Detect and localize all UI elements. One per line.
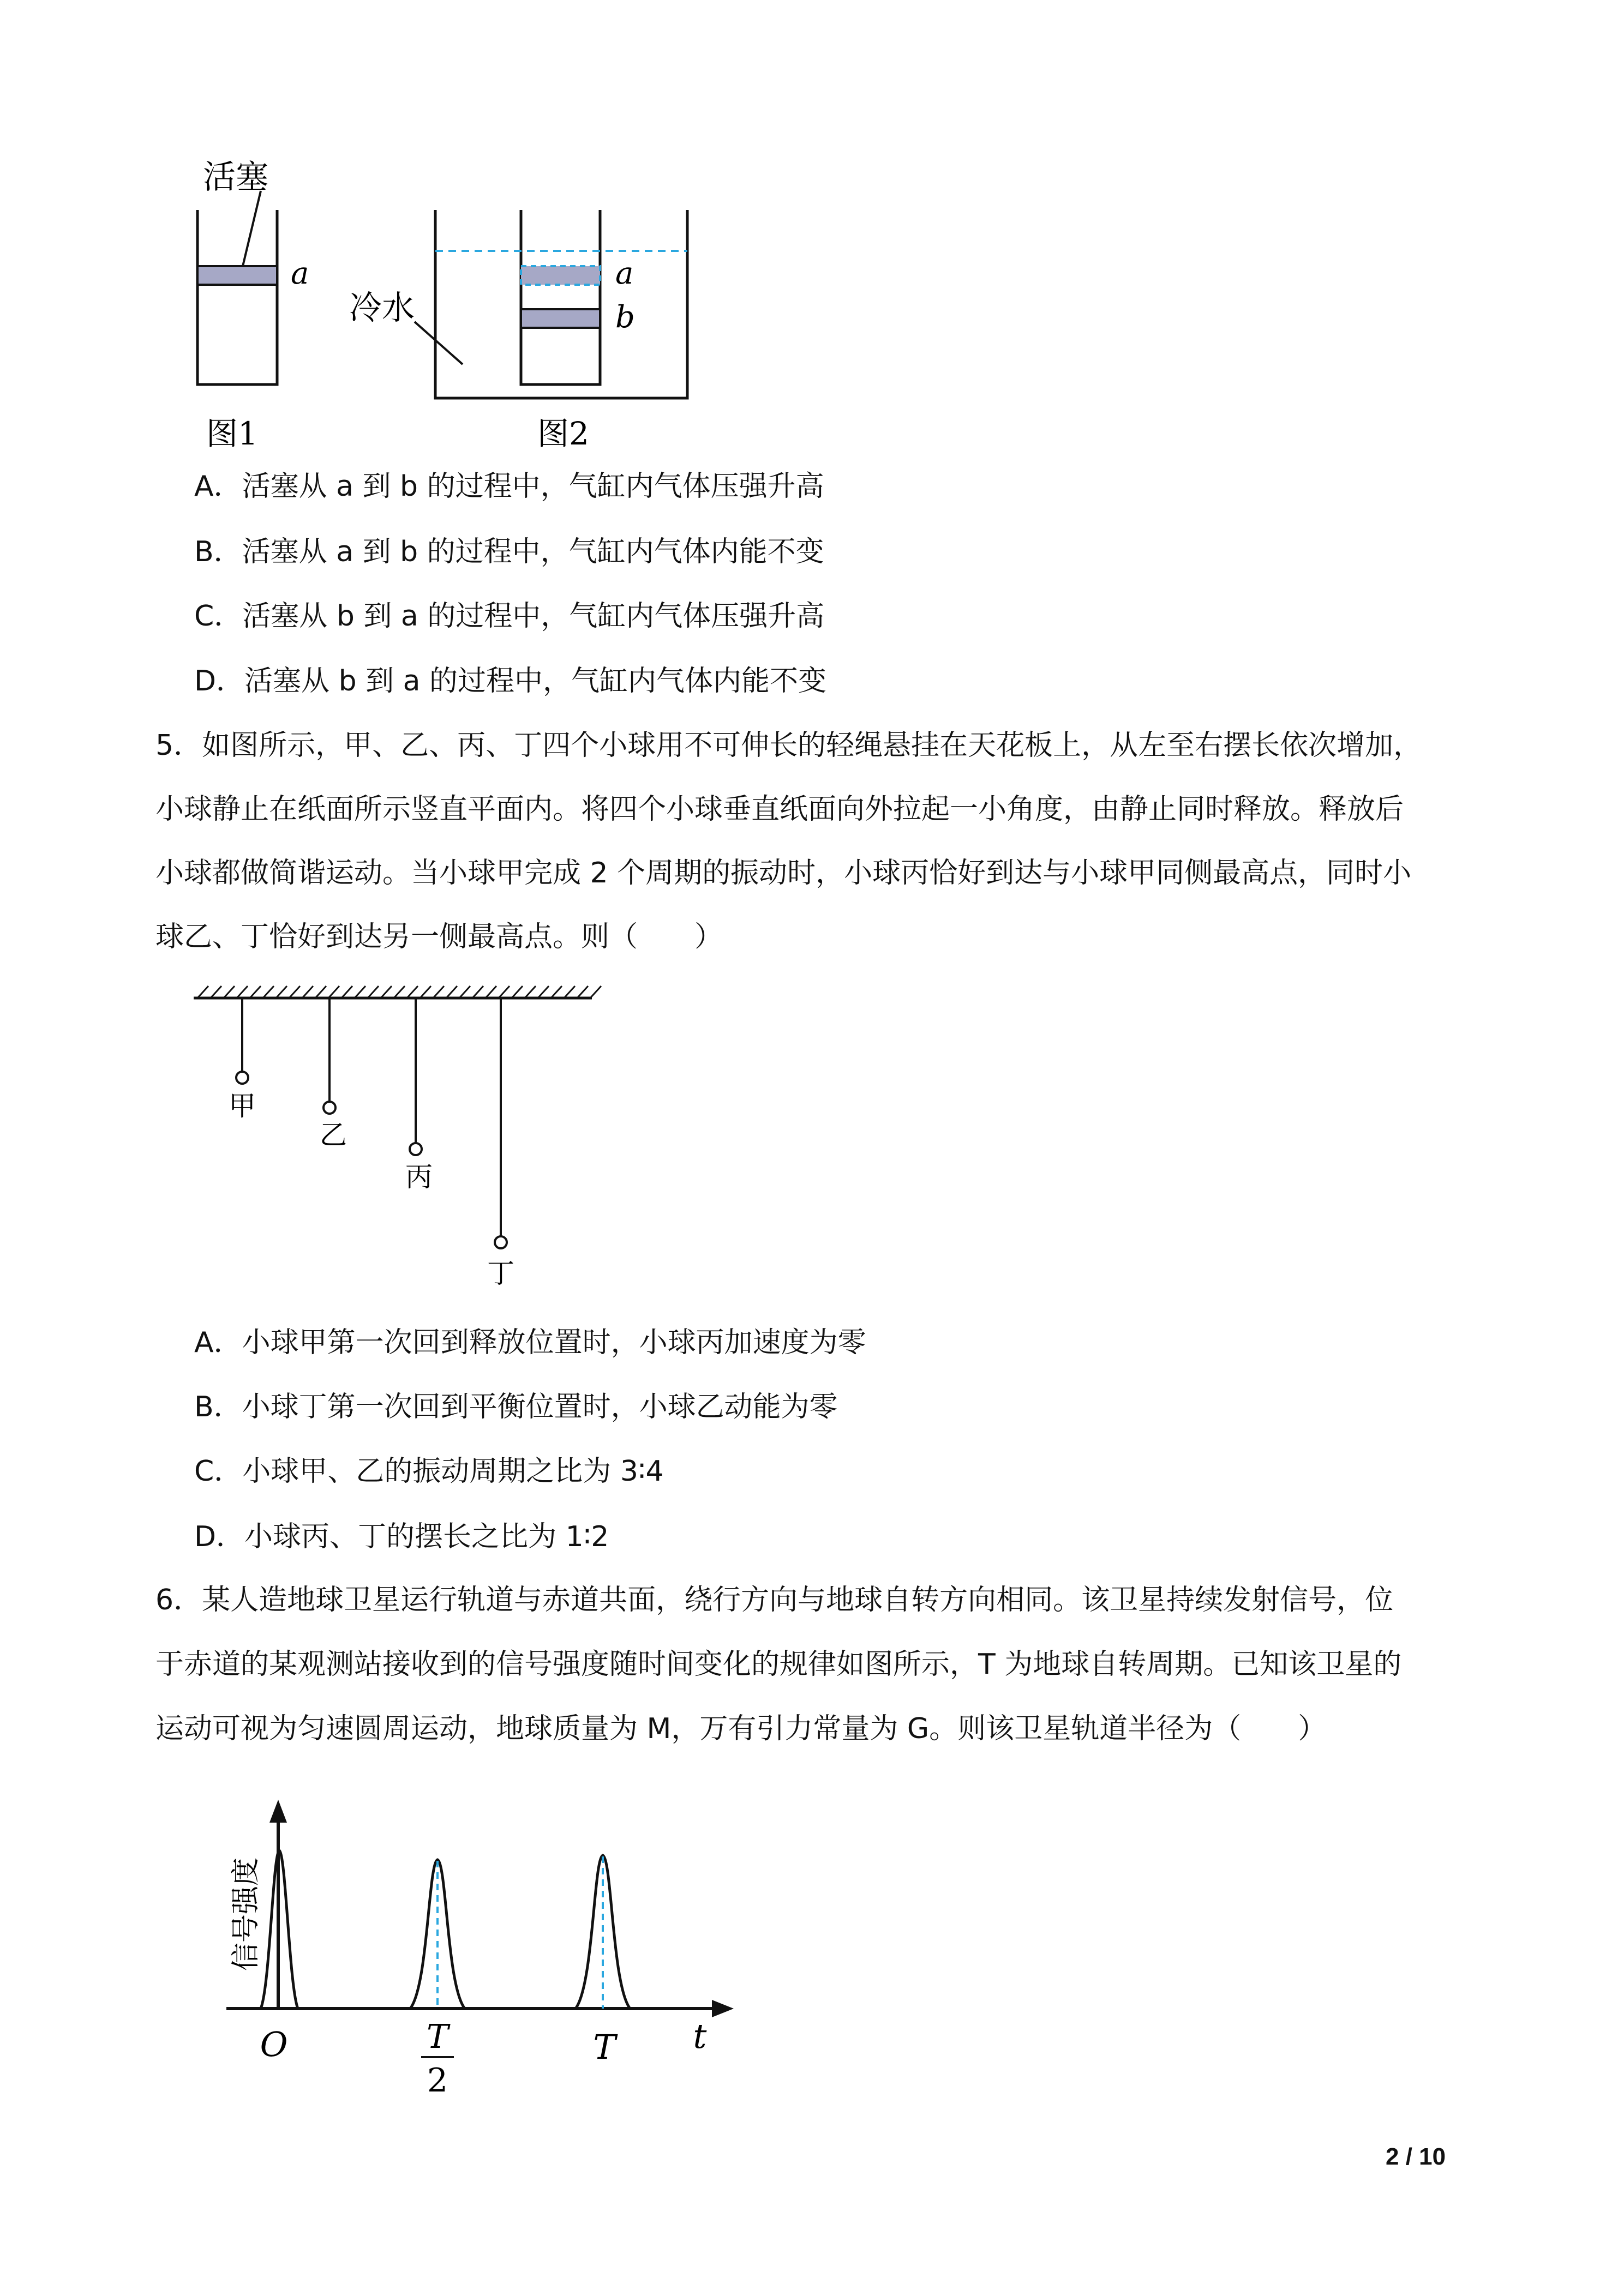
signal-strength-graph	[0, 1767, 791, 2105]
q4-option-c: C．活塞从 b 到 a 的过程中，气缸内气体压强升高	[194, 600, 825, 633]
pendulum-figure	[0, 971, 655, 1309]
fig2-caption: 图2	[537, 415, 589, 452]
hatch-mark	[394, 986, 405, 998]
hatch-mark	[564, 986, 575, 998]
x-axis-arrow	[712, 2000, 734, 2017]
hatch-mark	[315, 986, 326, 998]
hatch-mark	[224, 986, 235, 998]
fig1-piston	[197, 266, 277, 285]
tick-t-label: T	[593, 2027, 616, 2067]
ball-jia	[236, 1072, 248, 1084]
hatch-mark	[512, 986, 523, 998]
origin-label: O	[260, 2024, 288, 2064]
hatch-mark	[472, 986, 483, 998]
fig2-tank	[435, 210, 687, 398]
q4-option-a: A．活塞从 a 到 b 的过程中，气缸内气体压强升高	[194, 470, 824, 503]
fig2-piston-a	[521, 266, 600, 285]
fig2-piston-b	[521, 309, 600, 328]
fig1-label-a: a	[291, 256, 309, 291]
hatch-mark	[433, 986, 444, 998]
q5-option-b: B．小球丁第一次回到平衡位置时，小球乙动能为零	[194, 1391, 838, 1423]
q4-option-d: D．活塞从 b 到 a 的过程中，气缸内气体内能不变	[194, 665, 827, 698]
q6-stem-line-2: 于赤道的某观测站接收到的信号强度随时间变化的规律如图所示，T 为地球自转周期。已知该卫星的	[155, 1648, 1402, 1681]
cold-water-label: 冷水	[349, 289, 415, 327]
hatch-mark	[368, 986, 379, 998]
ball-ding	[495, 1236, 507, 1248]
hatch-mark	[355, 986, 365, 998]
cylinder-figure	[0, 0, 1624, 480]
fig2-label-b: b	[615, 299, 635, 335]
q5-stem-line-3: 小球都做简谐运动。当小球甲完成 2 个周期的振动时，小球丙恰好到达与小球甲同侧最高点，同时小	[155, 857, 1412, 889]
hatch-mark	[420, 986, 431, 998]
ball-label-ding: 丁	[487, 1258, 514, 1289]
hatch-mark	[551, 986, 562, 998]
tick-half-t-numerator: T	[426, 2018, 449, 2056]
ball-label-yi: 乙	[320, 1119, 347, 1151]
ball-label-bing: 丙	[405, 1161, 433, 1193]
hatch-mark	[499, 986, 510, 998]
ball-yi	[323, 1102, 335, 1114]
ball-label-jia: 甲	[229, 1090, 256, 1122]
hatch-mark	[302, 986, 313, 998]
q6-stem-line-3: 运动可视为匀速圆周运动，地球质量为 M，万有引力常量为 G。则该卫星轨道半径为（ ）	[155, 1712, 1327, 1745]
hatch-mark	[486, 986, 496, 998]
fig1-caption: 图1	[206, 415, 258, 452]
cold-water-pointer-line	[415, 322, 463, 364]
q5-stem-line-4: 球乙、丁恰好到达另一侧最高点。则（ ）	[155, 921, 723, 953]
q5-option-c: C．小球甲、乙的振动周期之比为 3∶4	[194, 1455, 664, 1488]
page-number: 2 / 10	[1386, 2143, 1446, 2170]
hatch-mark	[237, 986, 248, 998]
hatch-mark	[341, 986, 352, 998]
fig2-label-a: a	[615, 256, 634, 291]
hatch-mark	[328, 986, 339, 998]
ball-bing	[410, 1143, 422, 1155]
hatch-mark	[590, 986, 601, 998]
hatch-mark	[538, 986, 549, 998]
hatch-mark	[276, 986, 287, 998]
fig1-cylinder	[197, 210, 277, 384]
hatch-mark	[459, 986, 470, 998]
piston-label: 活塞	[203, 158, 268, 196]
q4-option-b: B．活塞从 a 到 b 的过程中，气缸内气体内能不变	[194, 536, 824, 568]
x-axis-label: t	[693, 2016, 707, 2056]
hatch-mark	[211, 986, 221, 998]
hatch-mark	[263, 986, 274, 998]
q5-option-a: A．小球甲第一次回到释放位置时，小球丙加速度为零	[194, 1326, 866, 1359]
hatch-mark	[525, 986, 536, 998]
q5-stem-line-2: 小球静止在纸面所示竖直平面内。将四个小球垂直纸面向外拉起一小角度，由静止同时释放。释放后	[155, 793, 1404, 826]
piston-pointer-line	[243, 191, 261, 266]
hatch-mark	[446, 986, 457, 998]
q5-stem-line-1: 5．如图所示，甲、乙、丙、丁四个小球用不可伸长的轻绳悬挂在天花板上，从左至右摆长依次增加，	[155, 729, 1422, 762]
hatch-mark	[250, 986, 261, 998]
hatch-mark	[407, 986, 418, 998]
hatch-mark	[577, 986, 588, 998]
q5-option-d: D．小球丙、丁的摆长之比为 1∶2	[194, 1520, 609, 1553]
y-axis-label: 信号强度	[230, 1857, 262, 1972]
y-axis-arrow	[269, 1800, 287, 1823]
q6-stem-line-1: 6．某人造地球卫星运行轨道与赤道共面，绕行方向与地球自转方向相同。该卫星持续发射信号，位	[155, 1584, 1394, 1616]
hatch-mark	[381, 986, 392, 998]
hatch-mark	[197, 986, 208, 998]
tick-half-t-denominator: 2	[427, 2061, 448, 2100]
ceiling-hatch	[197, 986, 601, 998]
hatch-mark	[289, 986, 300, 998]
